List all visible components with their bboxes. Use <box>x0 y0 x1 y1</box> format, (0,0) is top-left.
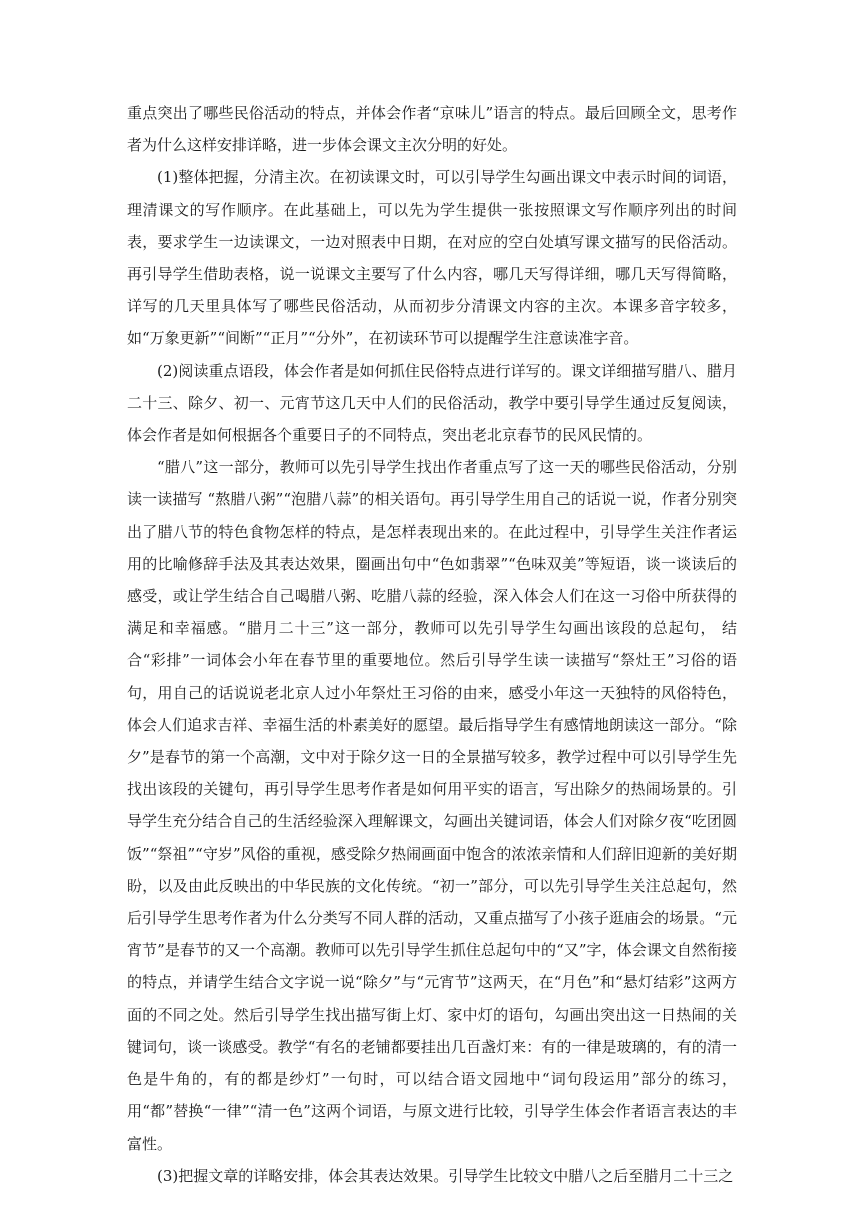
paragraph-intro: 重点突出了哪些民俗活动的特点，并体会作者“京味儿”语言的特点。最后回顾全文，思考作者为什么这样安排详略，进一步体会课文主次分明的好处。 <box>127 104 737 155</box>
paragraph-detail-arrangement: (3)把握文章的详略安排，体会其表达效果。引导学生比较文中腊八之后至腊月二十三之 <box>157 1166 734 1185</box>
paragraph-overall-grasp: (1)整体把握，分清主次。在初读课文时，可以引导学生勾画出课文中表示时间的词语，理清课文的写作顺序。在此基础上，可以先为学生提供一张按照课文写作顺序列出的时间表，要求学生一边读课文，一边对照表中日期，在对应的空白处填写课文描写的民俗活动。再引导学生借助表格，说一说课文主要写了什么内容，哪几天写得详细，哪几天写得简略，详写的几天里具体写了哪些民俗活动，从而初步分清课文内容的主次。本课多音字较多，如“万象更新”“间断”“正月”“分外”，在初读环节可以提醒学生注意读准字音。 <box>127 168 737 348</box>
paragraph-festival-days: “腊八”这一部分，教师可以先引导学生找出作者重点写了这一天的哪些民俗活动，分别读一读描写 “熬腊八粥”“泡腊八蒜”的相关语句。再引导学生用自己的话说一说，作者分别突出了腊八节的特色食物怎样的特点，是怎样表现出来的。在此过程中，引导学生关注作者运用的比喻修辞手法及其表达效果，圈画出句中“色如翡翠”“色味双美”等短语，谈一谈读后的感受，或让学生结合自己喝腊八粥、吃腊八蒜的经验，深入体会人们在这一习俗中所获得的满足和幸福感。“腊月二十三”这一部分，教师可以先引导学生勾画出该段的总起句， 结合“彩排”一词体会小年在春节里的重要地位。然后引导学生读一读描写“祭灶王”习俗的语句，用自己的话说说老北京人过小年祭灶王习俗的由来，感受小年这一天独特的风俗特色，体会人们追求吉祥、幸福生活的朴素美好的愿望。最后指导学生有感情地朗读这一部分。“除夕”是春节的第一个高潮，文中对于除夕这一日的全景描写较多，教学过程中可以引导学生先找出该段的关键句，再引导学生思考作者是如何用平实的语言，写出除夕的热闹场景的。引导学生充分结合自己的生活经验深入理解课文，勾画出关键词语，体会人们对除夕夜“吃团圆饭”“祭祖”“守岁”风俗的重视，感受除夕热闹画面中饱含的浓浓亲情和人们辞旧迎新的美好期盼，以及由此反映出的中华民族的文化传统。“初一”部分，可以先引导学生关注总起句，然后引导学生思考作者为什么分类写不同人群的活动，又重点描写了小孩子逛庙会的场景。“元宵节”是春节的又一个高潮。教师可以先引导学生抓住总起句中的“又”字，体会课文自然衔接的特点，并请学生结合文字说一说“除夕”与“元宵节”这两天，在“月色”和“悬灯结彩”这两方面的不同之处。然后引导学生找出描写街上灯、家中灯的语句，勾画出突出这一日热闹的关键词句，谈一谈感受。教学“有名的老铺都要挂出几百盏灯来：有的一律是玻璃的，有的清一色是牛角的，有的都是纱灯”一句时，可以结合语文园地中“词句段运用”部分的练习，用“都”替换“一律”“清一色”这两个词语，与原文进行比较，引导学生体会作者语言表达的丰富性。 <box>127 458 737 1153</box>
paragraph-key-passages: (2)阅读重点语段，体会作者是如何抓住民俗特点进行详写的。课文详细描写腊八、腊月二十三、除夕、初一、元宵节这几天中人们的民俗活动，教学中要引导学生通过反复阅读，体会作者是如何根据各个重要日子的不同特点，突出老北京春节的民风民情的。 <box>127 361 737 445</box>
document-page <box>127 97 737 1192</box>
